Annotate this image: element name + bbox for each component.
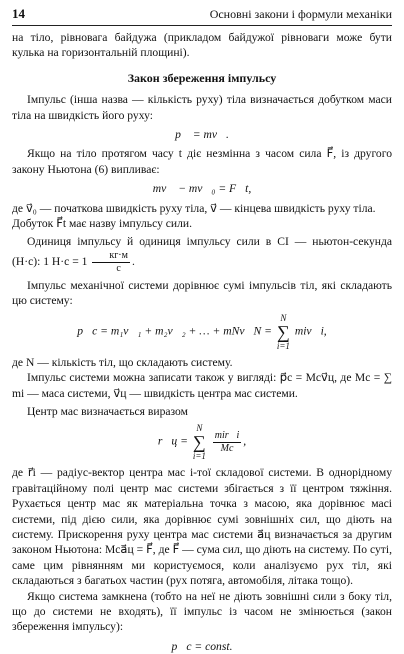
formula-system-left: p⃗c = m₁v⃗₁ + m₂v⃗₂ + … + mNv⃗N = — [77, 324, 272, 338]
alt-form-paragraph: Імпульс системи можна записати також у вигляді: p⃗c = Mcv⃗ц, де Mc = ∑ mi — маса системи, v⃗ц — швидкість центра мас системи. — [12, 371, 392, 400]
sigma-glyph-center: ∑ — [192, 432, 206, 453]
units-fraction — [92, 250, 130, 275]
page-number: 14 — [12, 6, 25, 21]
formula-system — [12, 313, 392, 351]
sum-symbol-center — [193, 423, 206, 461]
system-paragraph: Імпульс механічної системи дорівнює сумі імпульсів тіл, які складають цю систему: — [12, 278, 392, 308]
sum-upper: N — [280, 312, 287, 323]
running-title: Основні закони і формули механіки — [209, 7, 392, 21]
center-frac-bottom: Mc — [220, 442, 234, 454]
newton-paragraph: Якщо на тіло протягом часу t діє незмінна з часом сила F⃗, із другого закону Ньютона (6) випливає: — [12, 147, 392, 176]
impulse-definition: Імпульс (інша назва — кількість руху) тіла визначається добутком маси тіла на швидкість його руху: — [12, 93, 392, 122]
impulse-force-paragraph: Добуток F⃗t має назву імпульсу сили. — [12, 217, 193, 231]
units-frac-top: кг·м — [92, 250, 130, 263]
closed-system-paragraph: Якщо система замкнена (тобто на неї не діють зовнішні сили з боку тіл, що до системи не входять), її імпульс із часом не змінюється (закон збереження імпульсу): — [12, 589, 392, 634]
sum-upper-center: N — [196, 423, 203, 434]
center-fraction — [213, 430, 241, 455]
sum-symbol-system — [277, 313, 290, 351]
units-paragraph: Одиниця імпульсу й одиниця імпульсу сили в СІ — ньютон-секунда (Н·с): 1 Н·с = 1 $\frac{кг\cdot м}{с}$ . — [12, 235, 392, 274]
intro-paragraph: на тіло, рівновага байдужа (прикладом байдужої рівноваги може бути кулька на горизонтальній площині). — [12, 31, 392, 60]
formula-momentum: p⃗ = mv⃗. — [175, 128, 229, 142]
sum-term-system: miv⃗i, — [294, 324, 327, 338]
sum-lower: i=1 — [276, 340, 290, 351]
content — [12, 30, 392, 654]
center-definition: Центр мас визначається виразом — [27, 404, 188, 418]
formula-const: p⃗c = const. — [171, 639, 233, 653]
n-paragraph: де N — кількість тіл, що складають систему. — [12, 355, 233, 369]
units-frac-bottom: с — [116, 262, 121, 274]
center-frac-top: mir⃗i — [214, 429, 240, 441]
formula-center: r⃗ц = N ∑ i=1 $\frac{\text{mir⃗i}}{Mc}$ , — [157, 423, 247, 462]
units-text: Одиниця імпульсу й одиниця імпульсу сили в СІ — ньютон-секунда (Н·с): 1 Н·с = 1 — [12, 235, 392, 269]
formula-center-left: r⃗ц = — [157, 434, 188, 448]
section-title: Закон збереження імпульсу — [127, 70, 277, 85]
formula-newton: mv⃗ − mv⃗₀ = F⃗t, — [152, 182, 252, 196]
sum-lower-center: i=1 — [192, 451, 206, 462]
center-explanation: де r⃗i — радіус-вектор центра мас i-тої складової системи. В однорідному гравітаційному полі центр мас системи збігається з її центром тяжіння. Рухається центр мас як матеріальна точка з масою, яка дорівнює масі системи, під дією сили, яка дорівнює сумі зовнішніх сил, що діють на систему. Прискорення руху центра мас системи a⃗ц визначається за другим законом Ньютона: Mca⃗ц = F⃗, де F⃗ — сума сил, що діють на систему. По суті, саме цим рівнянням ми користуємося, коли аналізуємо рух тіл, які складаються з багатьох частин (рух потяга, автомобіля, літака тощо). — [12, 466, 392, 588]
velocity-paragraph: де v⃗₀ — початкова швидкість руху тіла, v⃗ — кінцева швидкість руху тіла. — [12, 201, 376, 215]
sigma-glyph: ∑ — [276, 321, 290, 342]
running-head — [12, 6, 392, 26]
